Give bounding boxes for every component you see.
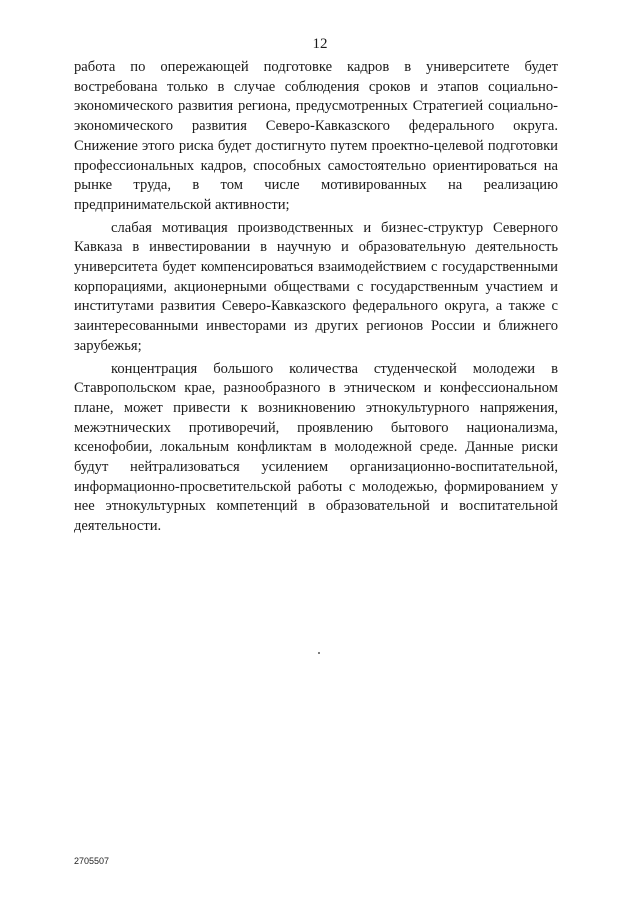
paragraph-ethnic-tension-risk	[74, 360, 558, 537]
page-number: 12	[312, 36, 328, 52]
paragraph-text: концентрация большого количества студенческой молодежи в Ставропольском крае, разнообразного в этническом и конфессиональном плане, может привести к возникновению этнокультурного напряжения, межэтнических противоречий, проявлению бытового национализма, ксенофобии, локальным конфликтам в молодежной среде. Данные риски будут нейтрализоваться усилением организационно-воспитательной, информационно-просветительской работы с молодежью, формированием у нее этнокультурных компетенций в образовательной и воспитательной деятельности.	[74, 360, 558, 535]
paragraph-business-motivation-risk	[74, 219, 558, 357]
document-body	[74, 58, 558, 537]
paragraph-staff-training-risk	[74, 58, 558, 216]
paragraph-text: слабая мотивация производственных и бизнес-структур Северного Кавказа в инвестировании в научную и образовательную деятельность университета будет компенсироваться взаимодействием с государственными корпорациями, акционерными обществами с государственным участием и институтами развития Северо-Кавказского федерального округа, а также с заинтересованными инвесторами из других регионов России и ближнего зарубежья;	[74, 219, 558, 354]
document-code: 2705507	[74, 856, 110, 866]
scan-dot-mark	[318, 652, 320, 654]
paragraph-text: работа по опережающей подготовке кадров в университете будет востребована только в случае соблюдения сроков и этапов социально-экономического развития региона, предусмотренных Стратегией социально-экономического развития Северо-Кавказского федерального округа. Снижение этого риска будет достигнуто путем проектно-целевой подготовки профессиональных кадров, способных самостоятельно ориентироваться на рынке труда, в том числе мотивированных на реализацию предпринимательской активности;	[74, 59, 558, 213]
